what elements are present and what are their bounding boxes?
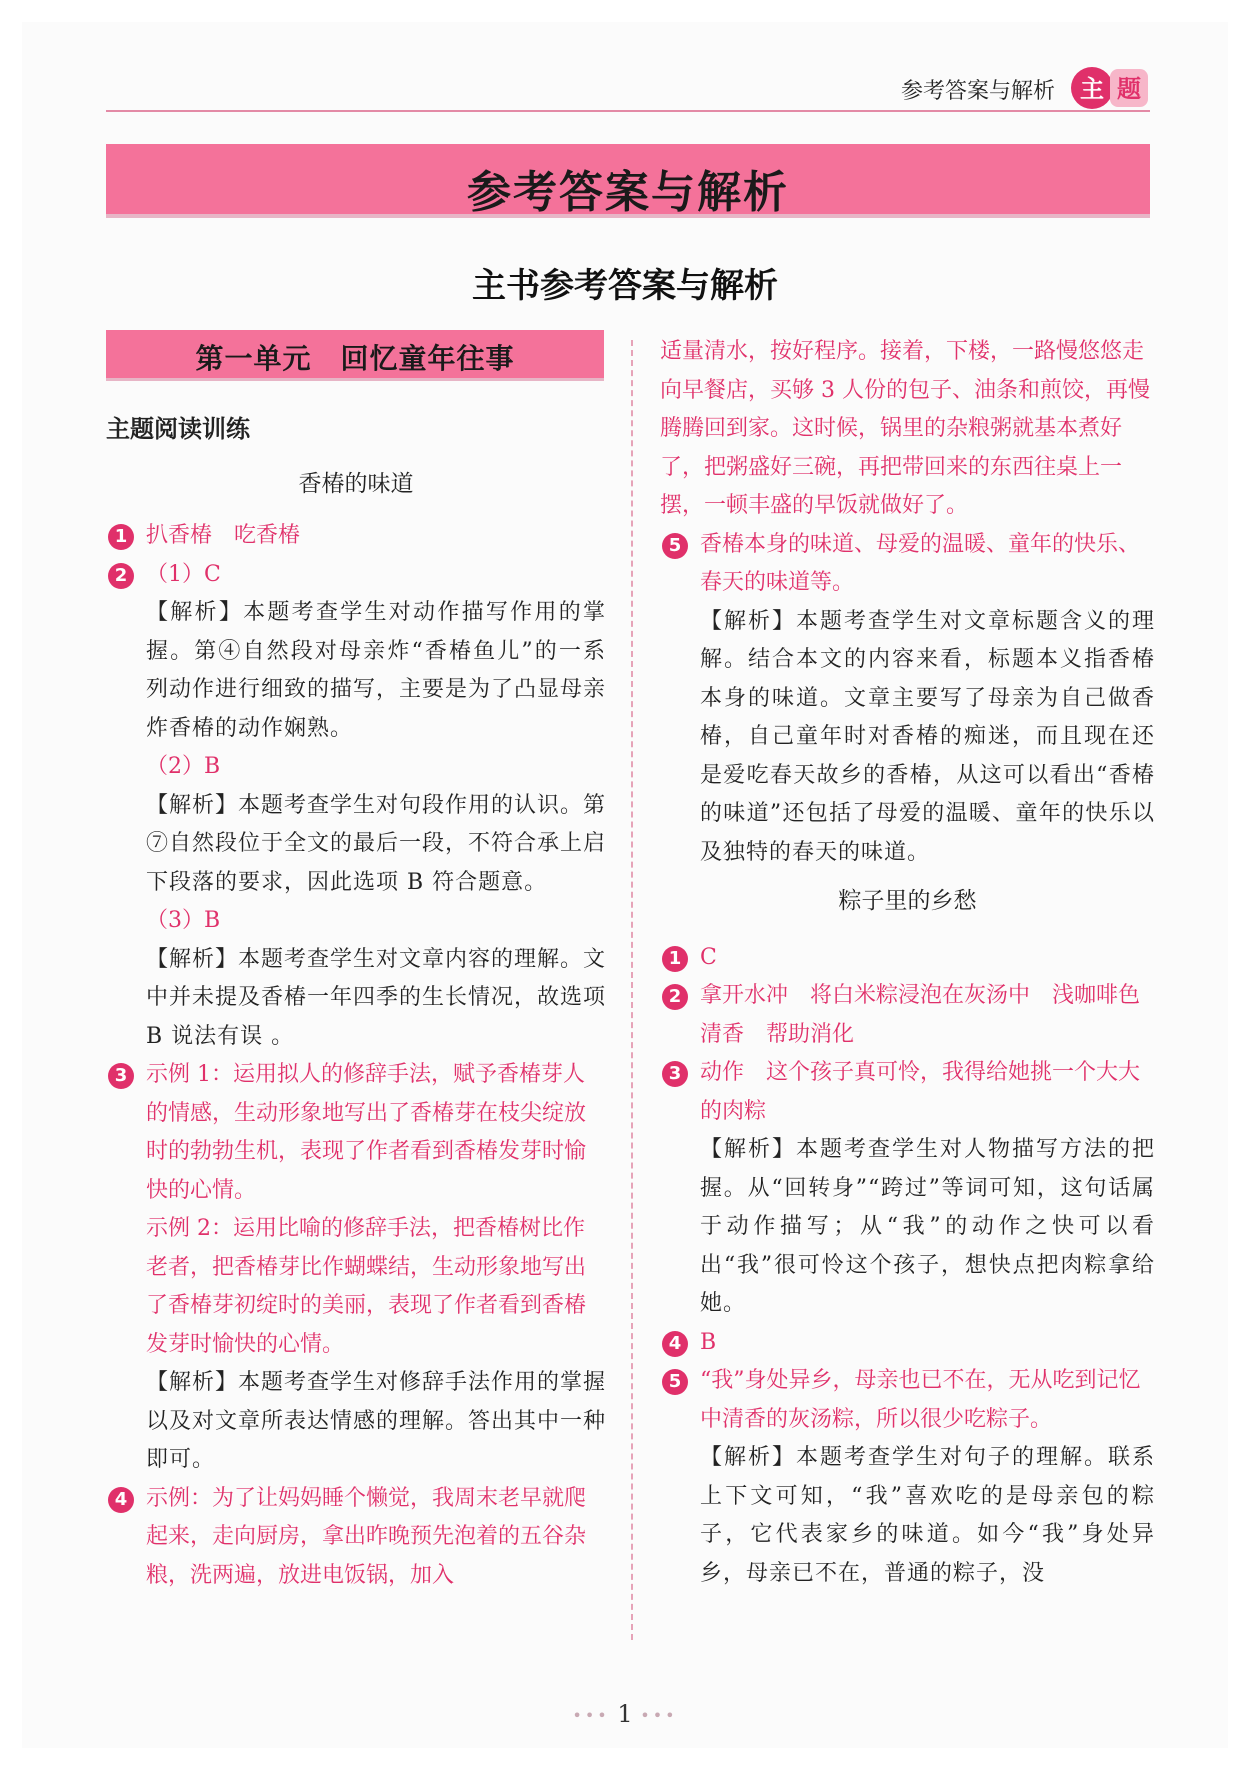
banner-title: 参考答案与解析 [467,167,789,218]
a1-q1-answer: 扒香椿 吃香椿 [146,523,301,548]
q-number: 5 [662,533,688,559]
a2-q5-answer: “我”身处异乡，母亲也已不在，无从吃到记忆中清香的灰汤粽，所以很少吃粽子。 [700,1368,1141,1432]
a1-q2-part1: （1）C [146,561,221,587]
a1-q2-part2: （2）B [146,754,221,779]
a1-q2-exp2: 【解析】本题考查学生对句段作用的认识。第⑦自然段位于全文的最后一段，不符合承上启下段落的要求，因此选项 B 符合题意。 [146,792,607,895]
theme-logo-icon [1066,66,1150,110]
a1-q3-exp: 【解析】本题考查学生对修辞手法作用的掌握以及对文章所表达情感的理解。答出其中一种即可。 [146,1370,607,1472]
a1-q5-answer: 香椿本身的味道、母爱的温暖、童年的快乐、春天的味道等。 [700,531,1141,595]
a2-q3 [660,1054,1155,1131]
a2-q5 [660,1362,1155,1439]
q-number: 4 [662,1331,688,1357]
a2-q2-answer: 拿开水冲 将白米粽浸泡在灰汤中 浅咖啡色 清香 帮助消化 [700,983,1163,1047]
a1-q5 [660,526,1155,603]
section-title: 主题阅读训练 [106,415,250,443]
left-column [106,410,606,1595]
page-footer [0,1700,1250,1728]
a1-q4-answer-start: 示例：为了让妈妈睡个懒觉，我周末老早就爬起来，走向厨房，拿出昨晚预先泡着的五谷杂粮，洗两遍，放进电饭锅，加入 [146,1485,587,1588]
a1-q4-answer-cont: 适量清水，按好程序。接着，下楼，一路慢悠悠走向早餐店，买够 3 人份的包子、油条和煎饺，再慢腾腾回到家。这时候，锅里的杂粮粥就基本煮好了，把粥盛好三碗，再把带回来的东西往桌上一摆，一顿丰盛的早饭就做好了。 [660,339,1150,518]
page-subtitle: 主书参考答案与解析 [472,266,778,306]
column-divider [631,340,633,1640]
a2-q2 [660,977,1163,1054]
a2-q3-exp: 【解析】本题考查学生对人物描写方法的把握。从“回转身”“跨过”等词可知，这句话属于动作描写；从“我”的动作之快可以看出“我”很可怜这个孩子，想快点把肉粽拿给她。 [700,1137,1155,1316]
footer-dots-right-icon: ••• [640,1706,678,1725]
a1-q3-example1: 示例 1：运用拟人的修辞手法，赋予香椿芽人的情感，生动形象地写出了香椿芽在枝尖绽放时的勃勃生机，表现了作者看到香椿发芽时愉快的心情。 [146,1062,587,1203]
a2-q1-answer: C [700,944,717,970]
running-title: 参考答案与解析 [900,79,1055,104]
a2-q4 [660,1324,1155,1363]
q-number: 3 [108,1063,134,1089]
a2-q5-exp: 【解析】本题考查学生对句子的理解。联系上下文可知，“我”喜欢吃的是母亲包的粽子，它代表家乡的味道。如今“我”身处异乡，母亲已不在，普通的粽子，没 [700,1445,1155,1586]
article1-title: 香椿的味道 [298,470,414,497]
page-number: 1 [617,1700,633,1728]
a2-q4-answer: B [700,1329,717,1355]
a1-q2-part3: （3）B [146,908,221,933]
logo-char-2: 题 [1117,75,1141,103]
right-column [660,333,1163,1593]
q-number: 1 [662,946,688,972]
unit-banner [106,330,604,378]
q-number: 5 [662,1369,688,1395]
unit-label: 第一单元 回忆童年往事 [195,342,515,375]
a2-q3-answer: 动作 这个孩子真可怜，我得给她挑一个大大的肉粽 [700,1060,1141,1124]
a1-q1 [106,517,606,556]
q-number: 2 [662,984,688,1010]
title-banner [106,144,1150,218]
article2-title: 粽子里的乡愁 [838,888,977,914]
footer-dots-left-icon: ••• [572,1706,610,1725]
q-number: 4 [108,1487,134,1513]
q-number: 1 [108,524,134,550]
a1-q3-example2: 示例 2：运用比喻的修辞手法，把香椿树比作老者，把香椿芽比作蝴蝶结，生动形象地写出了香椿芽初绽时的美丽，表现了作者看到香椿发芽时愉快的心情。 [146,1216,587,1357]
logo-char-1: 主 [1080,75,1104,103]
a1-q2-exp1: 【解析】本题考查学生对动作描写作用的掌握。第④自然段对母亲炸“香椿鱼儿”的一系列动作进行细致的描写，主要是为了凸显母亲炸香椿的动作娴熟。 [146,600,607,741]
a1-q3 [106,1056,606,1210]
q-number: 2 [108,563,134,589]
a1-q4 [106,1480,606,1596]
a1-q2 [106,556,606,595]
a1-q2-exp3: 【解析】本题考查学生对文章内容的理解。文中并未提及香椿一年四季的生长情况，故选项 B 说法有误 。 [146,946,607,1049]
q-number: 3 [662,1061,688,1087]
running-header [106,66,1150,112]
a2-q1 [660,939,1155,978]
a1-q5-exp: 【解析】本题考查学生对文章标题含义的理解。结合本文的内容来看，标题本义指香椿本身的味道。文章主要写了母亲为自己做香椿，自己童年时对香椿的痴迷，而且现在还是爱吃春天故乡的香椿，从这可以看出“香椿的味道”还包括了母爱的温暖、童年的快乐以及独特的春天的味道。 [700,608,1155,865]
